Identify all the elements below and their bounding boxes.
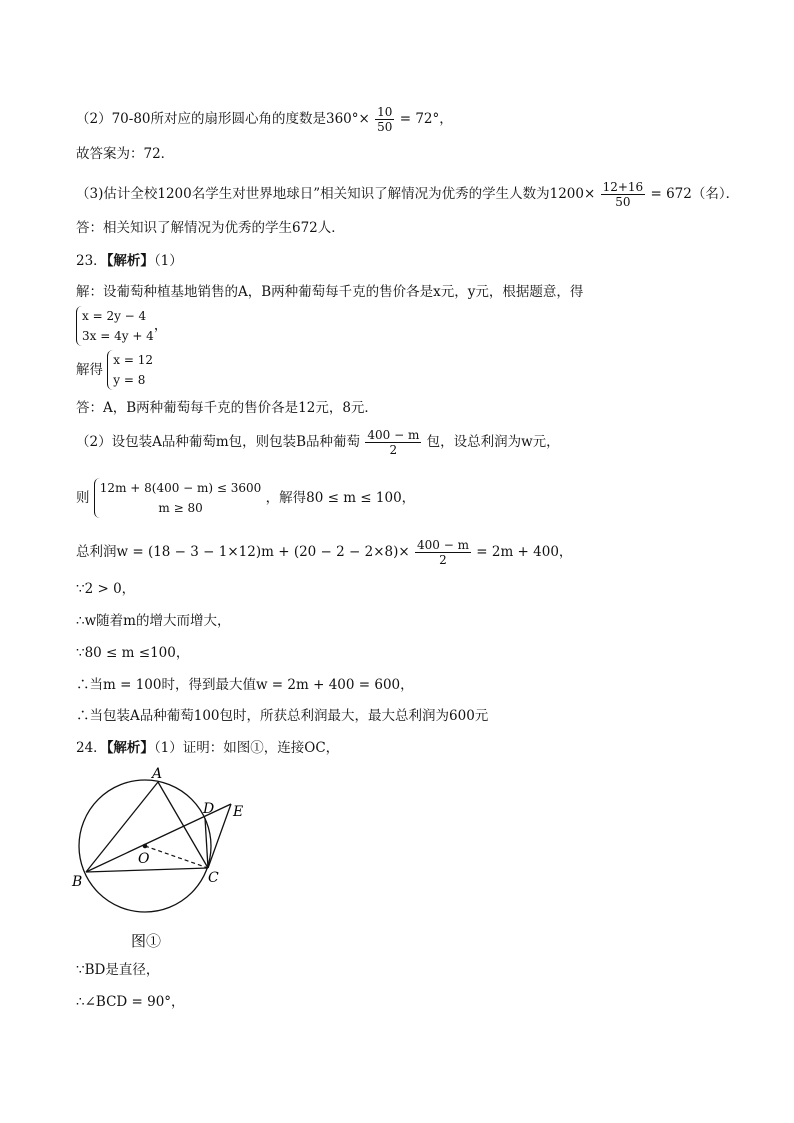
segment-ac — [158, 782, 208, 868]
q23-line-2: ∴w随着m的增大而增大， — [76, 613, 231, 629]
fraction: $\frac{400 - m}{2}$ — [367, 428, 420, 457]
q22-part2-line: （2）70-80所对应的扇形圆心角的度数是360°× $\frac{10}{50}$ = 72°， — [76, 105, 453, 134]
inequality-brace: 12m + 8(400 − m) ≤ 3600 m ≥ 80 — [94, 478, 262, 518]
q22-reply-line: 答：相关知识了解情况为优秀的学生672人． — [76, 220, 345, 236]
label-b: B — [72, 874, 83, 890]
equation-brace: x = 2y − 4 3x = 4y + 4 — [76, 306, 154, 346]
q24-line-1: ∵BD是直径， — [76, 962, 160, 978]
q23-solution-system: 解得 x = 12 y = 8 — [76, 350, 153, 390]
figure-caption: 图① — [131, 932, 162, 950]
q23-line-1: ∵2 > 0， — [76, 581, 136, 597]
q23-heading: 23．【解析】（1） — [76, 253, 183, 269]
q23-inequality-system: 则 12m + 8(400 − m) ≤ 3600 m ≥ 80 ，解得80 ≤ m ≤ 100， — [76, 478, 415, 518]
segment-bc — [86, 868, 208, 872]
q23-line-4: ∴当m = 100时，得到最大值w = 2m + 400 = 600， — [76, 677, 414, 693]
q22-part3-line: （3)估计全校1200名学生对世界地球日”相关知识了解情况为优秀的学生人数为1200× $\frac{12+16}{50}$ = 672（名）． — [76, 180, 740, 209]
segment-oc-dashed — [145, 846, 208, 868]
q23-line-3: ∵80 ≤ m ≤100， — [76, 645, 190, 661]
q23-part2-line: （2）设包装A品种葡萄m包，则包装B品种葡萄 $\frac{400 - m}{2}$ 包，设总利润为w元， — [76, 428, 560, 457]
label-c: C — [208, 870, 219, 886]
q23-reply-line: 答：A，B两种葡萄每千克的售价各是12元，8元． — [76, 400, 378, 416]
q23-line-5: ∴当包装A品种葡萄100包时，所获总利润最大，最大总利润为600元 — [76, 708, 489, 724]
fraction: $\frac{10}{50}$ — [377, 105, 393, 134]
solution-brace: x = 12 y = 8 — [107, 350, 153, 390]
fraction: $\frac{12+16}{50}$ — [602, 180, 644, 209]
label-o: O — [138, 851, 150, 867]
fraction: $\frac{400 - m}{2}$ — [417, 538, 469, 567]
q23-equation-system: x = 2y − 4 3x = 4y + 4 ， — [76, 306, 167, 346]
geometry-figure — [62, 762, 262, 962]
q23-setup-line: 解：设葡萄种植基地销售的A，B两种葡萄每千克的售价各是x元，y元，根据题意，得 — [76, 284, 584, 300]
q24-heading: 24．【解析】（1）证明：如图①，连接OC， — [76, 740, 340, 756]
center-point — [143, 844, 148, 849]
label-d: D — [203, 801, 215, 817]
q22-answer-line: 故答案为：72． — [76, 146, 175, 162]
q23-profit-line: 总利润w = (18 − 3 − 1×12)m + (20 − 2 − 2×8)× $\frac{400 - m}{2}$ = 2m + 400， — [76, 538, 573, 567]
q24-line-2: ∴∠BCD = 90°， — [76, 994, 185, 1010]
label-a: A — [152, 766, 163, 782]
label-e: E — [233, 804, 244, 820]
